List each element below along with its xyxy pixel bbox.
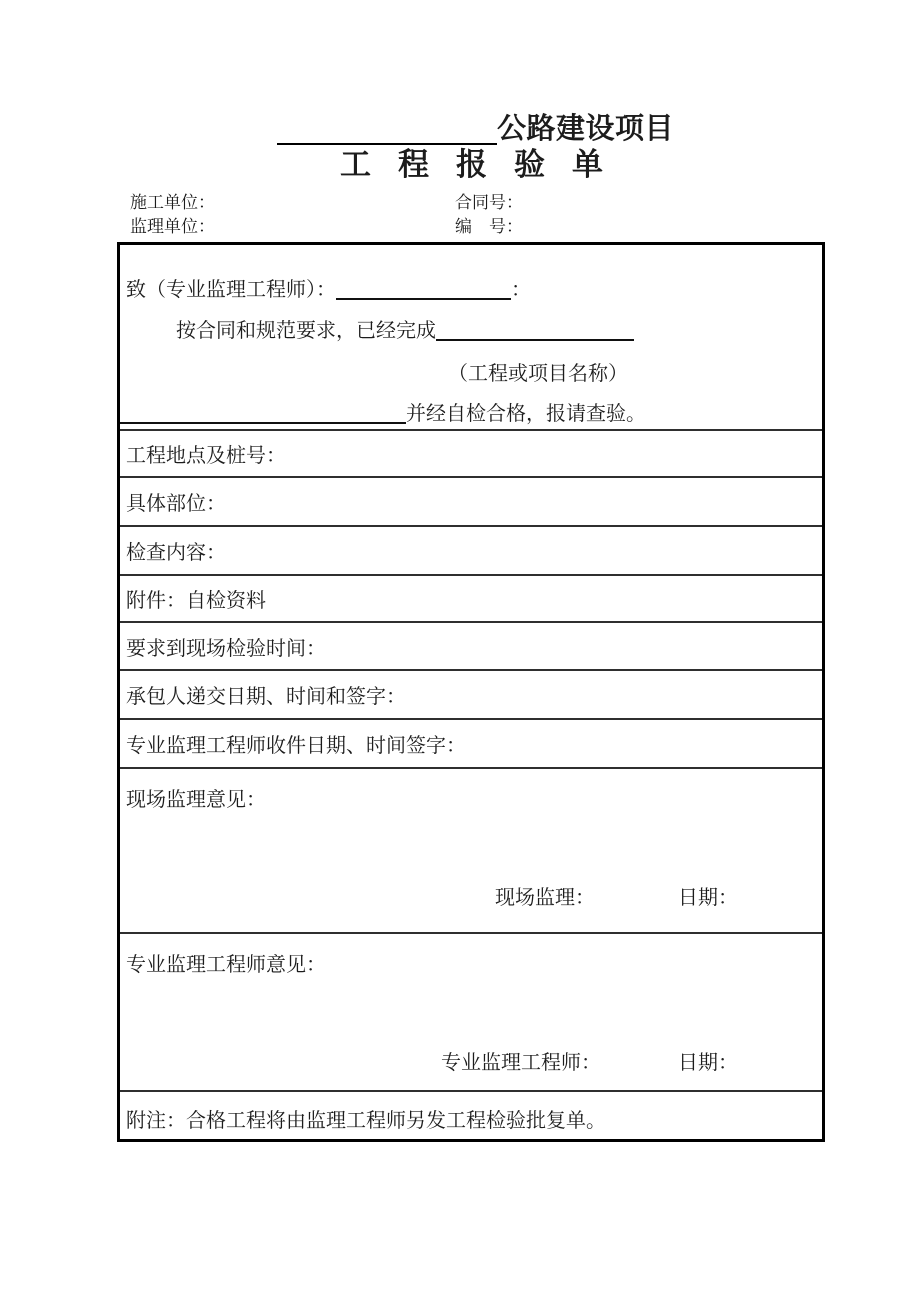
serial-no-label: 编 号： — [455, 217, 523, 237]
specific-part-row — [120, 476, 822, 525]
note-label: 附注：合格工程将由监理工程师另发工程检验批复单。 — [126, 1108, 606, 1132]
self-check-label: 并经自检合格，报请查验。 — [406, 401, 646, 425]
site-inspection-time-row — [120, 621, 822, 669]
header-left-column — [130, 191, 215, 239]
completed-label: 按合同和规范要求，已经完成 — [176, 318, 436, 342]
engineer-sign-label: 专业监理工程师： — [441, 1050, 601, 1074]
project-name-note: （工程或项目名称） — [448, 361, 628, 385]
project-name-blank-field — [277, 115, 497, 145]
completed-work-blank-field — [436, 321, 634, 341]
to-colon: ： — [511, 277, 531, 301]
self-check-line — [120, 397, 822, 426]
project-title-line — [277, 111, 674, 145]
header-right-column — [455, 191, 523, 239]
supervision-unit-label: 监理单位： — [130, 217, 215, 237]
work-name-blank-field — [120, 404, 406, 424]
to-line — [126, 273, 822, 302]
form-table — [117, 242, 825, 1142]
project-title-text: 公路建设项目 — [497, 111, 675, 145]
engineer-date-label: 日期： — [678, 1050, 738, 1074]
inspection-content-row — [120, 525, 822, 574]
engineer-receipt-label: 专业监理工程师收件日期、时间签字： — [126, 733, 466, 757]
attachment-label: 附件：自检资料 — [126, 588, 266, 612]
note-row — [120, 1090, 822, 1145]
contractor-submit-row — [120, 669, 822, 718]
engineer-opinion-label: 专业监理工程师意见： — [126, 952, 326, 976]
completed-line — [176, 314, 822, 343]
engineer-name-blank-field — [336, 280, 511, 300]
contractor-unit-label: 施工单位： — [130, 193, 215, 213]
site-supervisor-sign-label: 现场监理： — [495, 885, 595, 909]
project-location-row — [120, 429, 822, 476]
site-supervisor-date-label: 日期： — [678, 885, 738, 909]
specific-part-label: 具体部位： — [126, 491, 226, 515]
site-supervisor-opinion-label: 现场监理意见： — [126, 787, 266, 811]
project-location-label: 工程地点及桩号： — [126, 443, 286, 467]
site-supervisor-opinion-row — [120, 767, 822, 932]
attachment-row — [120, 574, 822, 621]
to-prefix-label: 致（专业监理工程师）： — [126, 277, 336, 301]
contract-no-label: 合同号： — [455, 193, 523, 213]
form-title: 工程报验单 — [340, 147, 630, 183]
engineer-receipt-row — [120, 718, 822, 767]
inspection-content-label: 检查内容： — [126, 540, 226, 564]
engineer-opinion-row — [120, 932, 822, 1090]
contractor-submit-label: 承包人递交日期、时间和签字： — [126, 684, 406, 708]
site-inspection-time-label: 要求到现场检验时间： — [126, 635, 326, 660]
to-engineer-section — [120, 273, 822, 429]
